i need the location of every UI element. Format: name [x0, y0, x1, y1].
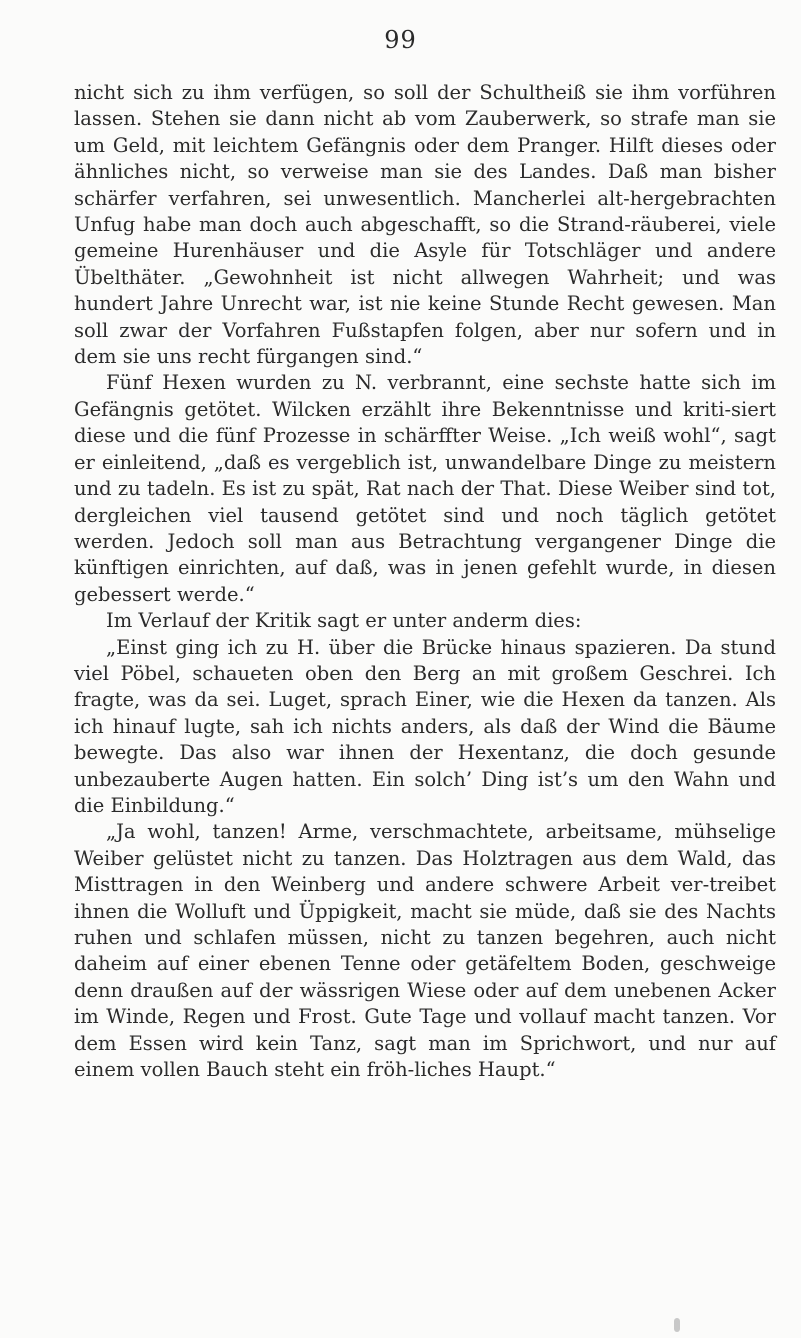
body-text	[74, 80, 776, 1083]
paragraph-4: „Einst ging ich zu H. über die Brücke hinaus spazieren. Da stund viel Pöbel, schaueten oben den Berg an mit großem Geschrei. Ich fragte, was da sei. Luget, sprach Einer, wie die Hexen da tanzen. Als ich hinauf lugte, sah ich nichts anders, als daß der Wind die Bäume bewegte. Das also war ihnen der Hexentanz, die doch gesunde unbezauberte Augen hatten. Ein solch’ Ding ist’s um den Wahn und die Einbildung.“	[74, 635, 776, 817]
paragraph-5: „Ja wohl, tanzen! Arme, verschmachtete, arbeitsame, mühselige Weiber gelüstet nicht zu tanzen. Das Holztragen aus dem Wald, das Misttragen in den Weinberg und andere schwere Arbeit ver-treibet ihnen die Wolluft und Üppigkeit, macht sie müde, daß sie des Nachts ruhen und schlafen müssen, nicht zu tanzen begehren, auch nicht daheim auf einer ebenen Tenne oder getäfeltem Boden, geschweige denn draußen auf der wässrigen Wiese oder auf dem unebenen Acker im Winde, Regen und Frost. Gute Tage und vollauf macht tanzen. Vor dem Essen wird kein Tanz, sagt man im Sprichwort, und nur auf einem vollen Bauch steht ein fröh-liches Haupt.“	[74, 820, 776, 1082]
paragraph-3: Im Verlauf der Kritik sagt er unter anderm dies:	[106, 609, 582, 633]
paragraph-1: nicht sich zu ihm verfügen, so soll der Schultheiß sie ihm vorführen lassen. Stehen sie dann nicht ab vom Zauberwerk, so strafe man sie um Geld, mit leichtem Gefängnis oder dem Pranger. Hilft dieses oder ähnliches nicht, so verweise man sie des Landes. Daß man bisher schärfer verfahren, sei unwesentlich. Mancherlei alt-hergebrachten Unfug habe man doch auch abgeschafft, so die Strand-räuberei, viele gemeine Hurenhäuser und die Asyle für Totschläger und andere Übelthäter. „Gewohnheit ist nicht allwegen Wahrheit; und was hundert Jahre Unrecht war, ist nie keine Stunde Recht gewesen. Man soll zwar der Vorfahren Fußstapfen folgen, aber nur sofern und in dem sie uns recht fürgangen sind.“	[74, 81, 776, 369]
page-number: 99	[384, 26, 417, 54]
page-mark	[674, 1318, 680, 1332]
paragraph-2: Fünf Hexen wurden zu N. verbrannt, eine sechste hatte sich im Gefängnis getötet. Wilcken erzählt ihre Bekenntnisse und kriti-siert diese und die fünf Prozesse in schärffter Weise. „Ich weiß wohl“, sagt er einleitend, „daß es vergeblich ist, unwandelbare Dinge zu meistern und zu tadeln. Es ist zu spät, Rat nach der That. Diese Weiber sind tot, dergleichen viel tausend getötet sind und noch täglich getötet werden. Jedoch soll man aus Betrachtung vergangener Dinge die künftigen einrichten, auf daß, was in jenen gefehlt wurde, in diesen gebessert werde.“	[74, 371, 776, 606]
